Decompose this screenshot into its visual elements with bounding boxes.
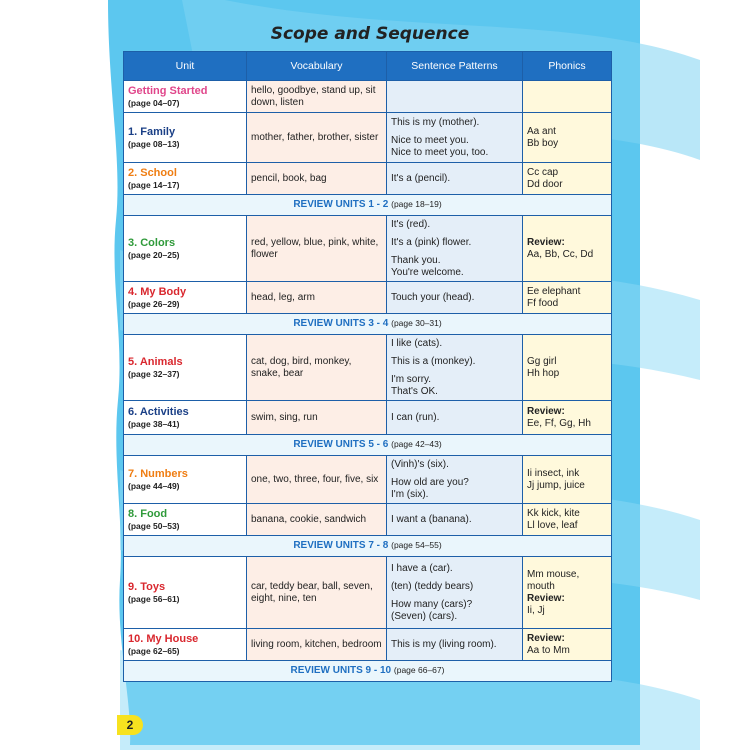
vocabulary-cell: banana, cookie, sandwich [247, 504, 387, 536]
page-number: 2 [117, 715, 143, 735]
sentence-line: (Seven) (cars). [391, 610, 458, 622]
unit-row [124, 504, 612, 536]
unit-row [124, 216, 612, 282]
phonics-line: Hh hop [527, 367, 560, 379]
sentence-line: I'm (six). [391, 488, 429, 500]
unit-row [124, 282, 612, 314]
review-row [124, 435, 612, 456]
unit-row [124, 629, 612, 661]
review-cell [124, 314, 612, 335]
sentence-line: I'm sorry. [391, 373, 432, 385]
review-pages: (page 42–43) [391, 439, 442, 449]
unit-cell [124, 557, 247, 629]
phonics-line: Aa, Bb, Cc, Dd [527, 248, 594, 260]
phonics-review-label: Review: [527, 236, 565, 248]
sentence-line: Nice to meet you, too. [391, 146, 489, 158]
sentence-line: You're welcome. [391, 266, 464, 278]
unit-pages: (page 04–07) [128, 98, 180, 108]
phonics-cell [523, 163, 612, 195]
unit-cell [124, 335, 247, 401]
sentence-line: How many (cars)? [391, 598, 473, 610]
phonics-line: Mm mouse, mouth [527, 568, 580, 592]
phonics-cell [523, 282, 612, 314]
sentence-patterns-cell [387, 401, 523, 435]
sentence-patterns-cell [387, 81, 523, 113]
review-cell [124, 435, 612, 456]
unit-name: Getting Started [128, 84, 208, 97]
unit-row [124, 335, 612, 401]
sentence-line: That's OK. [391, 385, 438, 397]
phonics-line: Cc cap [527, 166, 559, 178]
unit-name: 5. Animals [128, 355, 183, 368]
phonics-cell [523, 456, 612, 504]
unit-row [124, 163, 612, 195]
unit-pages: (page 14–17) [128, 180, 180, 190]
review-label: REVIEW UNITS 9 - 10 [290, 665, 392, 676]
unit-cell [124, 504, 247, 536]
sentence-line: Touch your (head). [391, 291, 475, 303]
sentence-patterns-cell [387, 216, 523, 282]
header-phonics: Phonics [523, 52, 612, 81]
review-row [124, 661, 612, 682]
unit-name: 10. My House [128, 632, 199, 645]
header-row [124, 52, 612, 81]
header-unit: Unit [124, 52, 247, 81]
vocabulary-cell: head, leg, arm [247, 282, 387, 314]
phonics-line: Ee, Ff, Gg, Hh [527, 417, 591, 429]
phonics-line: Aa to Mm [527, 644, 570, 656]
phonics-cell [523, 504, 612, 536]
sentence-patterns-cell [387, 282, 523, 314]
review-label: REVIEW UNITS 1 - 2 [293, 199, 389, 210]
unit-pages: (page 32–37) [128, 369, 180, 379]
sentence-line: I want a (banana). [391, 513, 472, 525]
sentence-line: It's a (pink) flower. [391, 236, 472, 248]
unit-name: 7. Numbers [128, 467, 188, 480]
review-pages: (page 18–19) [391, 199, 442, 209]
review-pages: (page 30–31) [391, 318, 442, 328]
phonics-line: Bb boy [527, 137, 559, 149]
sentence-line: It's (red). [391, 218, 431, 230]
sentence-patterns-cell [387, 335, 523, 401]
review-label: REVIEW UNITS 5 - 6 [293, 439, 389, 450]
sentence-line: Nice to meet you. [391, 134, 469, 146]
sentence-line: I can (run). [391, 411, 440, 423]
sentence-patterns-cell [387, 629, 523, 661]
phonics-cell [523, 401, 612, 435]
phonics-line: Gg girl [527, 355, 557, 367]
sentence-line: This is a (monkey). [391, 355, 476, 367]
sentence-patterns-cell [387, 456, 523, 504]
unit-pages: (page 62–65) [128, 646, 180, 656]
sentence-line: This is my (mother). [391, 116, 480, 128]
phonics-line: Dd door [527, 178, 563, 190]
phonics-cell [523, 629, 612, 661]
unit-cell [124, 81, 247, 113]
sentence-patterns-cell [387, 113, 523, 163]
unit-name: 8. Food [128, 507, 168, 520]
sentence-line: Thank you. [391, 254, 441, 266]
unit-name: 1. Family [128, 125, 176, 138]
sentence-patterns-cell [387, 163, 523, 195]
header-sentence-patterns: Sentence Patterns [387, 52, 523, 81]
unit-row [124, 401, 612, 435]
unit-row [124, 557, 612, 629]
sentence-line: I have a (car). [391, 562, 453, 574]
review-pages: (page 66–67) [393, 665, 445, 675]
sentence-line: How old are you? [391, 476, 469, 488]
unit-pages: (page 38–41) [128, 419, 180, 429]
unit-cell [124, 163, 247, 195]
unit-name: 4. My Body [128, 285, 187, 298]
header-vocabulary: Vocabulary [247, 52, 387, 81]
vocabulary-cell: living room, kitchen, bedroom [247, 629, 387, 661]
phonics-review-label: Review: [527, 405, 565, 417]
page-title: Scope and Sequence [270, 24, 470, 44]
review-row [124, 195, 612, 216]
phonics-cell [523, 557, 612, 629]
unit-row [124, 81, 612, 113]
phonics-cell [523, 335, 612, 401]
vocabulary-cell: car, teddy bear, ball, seven, eight, nine, ten [247, 557, 387, 629]
unit-cell [124, 216, 247, 282]
unit-pages: (page 08–13) [128, 139, 180, 149]
review-row [124, 536, 612, 557]
vocabulary-cell: swim, sing, run [247, 401, 387, 435]
vocabulary-cell: red, yellow, blue, pink, white, flower [247, 216, 387, 282]
unit-name: 9. Toys [128, 580, 166, 593]
sentence-line: I like (cats). [391, 337, 443, 349]
phonics-cell [523, 216, 612, 282]
unit-row [124, 113, 612, 163]
unit-cell [124, 629, 247, 661]
unit-name: 6. Activities [128, 405, 189, 418]
phonics-review-label: Review: [527, 592, 565, 604]
review-cell [124, 195, 612, 216]
unit-pages: (page 50–53) [128, 521, 180, 531]
phonics-line: Ii, Jj [527, 604, 545, 616]
unit-pages: (page 26–29) [128, 299, 180, 309]
phonics-line: Ll love, leaf [527, 519, 578, 531]
review-label: REVIEW UNITS 3 - 4 [293, 318, 389, 329]
vocabulary-cell: mother, father, brother, sister [247, 113, 387, 163]
phonics-cell [523, 81, 612, 113]
vocabulary-cell: pencil, book, bag [247, 163, 387, 195]
phonics-line: Aa ant [527, 125, 556, 137]
unit-name: 2. School [128, 166, 177, 179]
phonics-line: Ff food [527, 297, 559, 309]
scope-table [123, 51, 612, 682]
sentence-line: This is my (living room). [391, 638, 497, 650]
sentence-patterns-cell [387, 504, 523, 536]
phonics-line: Ii insect, ink [527, 467, 580, 479]
unit-pages: (page 56–61) [128, 594, 180, 604]
phonics-review-label: Review: [527, 632, 565, 644]
phonics-line: Jj jump, juice [527, 479, 585, 491]
vocabulary-cell: cat, dog, bird, monkey, snake, bear [247, 335, 387, 401]
sentence-line: It's a (pencil). [391, 172, 451, 184]
vocabulary-cell: hello, goodbye, stand up, sit down, listen [247, 81, 387, 113]
review-pages: (page 54–55) [391, 540, 442, 550]
phonics-line: Kk kick, kite [527, 507, 580, 519]
review-row [124, 314, 612, 335]
vocabulary-cell: one, two, three, four, five, six [247, 456, 387, 504]
unit-cell [124, 401, 247, 435]
phonics-line: Ee elephant [527, 285, 581, 297]
unit-cell [124, 456, 247, 504]
unit-cell [124, 282, 247, 314]
sentence-line: (ten) (teddy bears) [391, 580, 474, 592]
unit-name: 3. Colors [128, 236, 176, 249]
review-cell [124, 536, 612, 557]
unit-row [124, 456, 612, 504]
unit-pages: (page 20–25) [128, 250, 180, 260]
sentence-line: (Vinh)'s (six). [391, 458, 449, 470]
review-label: REVIEW UNITS 7 - 8 [293, 540, 389, 551]
phonics-cell [523, 113, 612, 163]
sentence-patterns-cell [387, 557, 523, 629]
review-cell [124, 661, 612, 682]
unit-cell [124, 113, 247, 163]
unit-pages: (page 44–49) [128, 481, 180, 491]
